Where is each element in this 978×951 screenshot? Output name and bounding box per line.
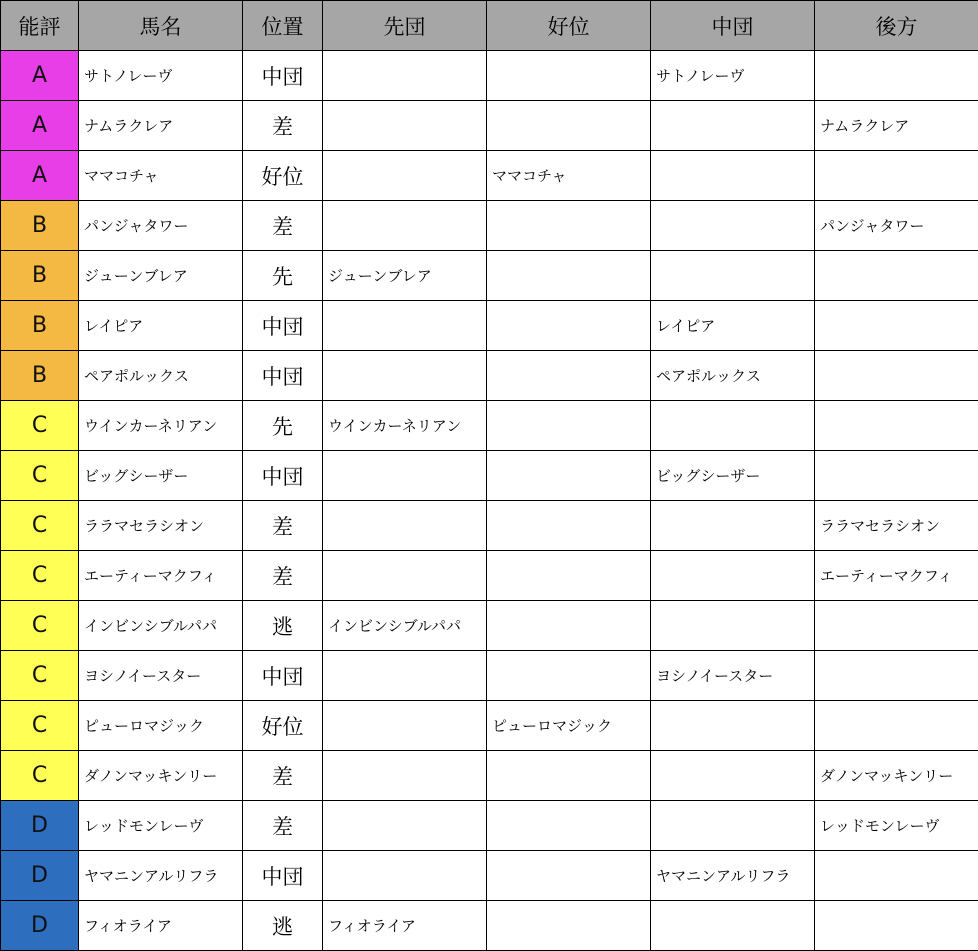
good-position-cell (487, 601, 651, 651)
rank-cell: C (1, 601, 79, 651)
front-group-cell (323, 501, 487, 551)
table-row (1, 551, 978, 601)
front-group-cell (323, 751, 487, 801)
table-row (1, 301, 978, 351)
position-cell: 差 (243, 201, 323, 251)
rank-cell: C (1, 701, 79, 751)
horse-name-cell: ララマセラシオン (79, 501, 243, 551)
header-horse-name: 馬名 (79, 1, 243, 51)
rank-cell: C (1, 401, 79, 451)
rear-cell (815, 301, 978, 351)
rear-cell (815, 701, 978, 751)
good-position-cell (487, 801, 651, 851)
horse-name-cell: ウインカーネリアン (79, 401, 243, 451)
rear-cell (815, 351, 978, 401)
position-cell: 中団 (243, 651, 323, 701)
front-group-cell (323, 451, 487, 501)
good-position-cell: ママコチャ (487, 151, 651, 201)
header-good-position: 好位 (487, 1, 651, 51)
position-cell: 差 (243, 801, 323, 851)
rear-cell (815, 651, 978, 701)
position-cell: 中団 (243, 301, 323, 351)
table-row (1, 851, 978, 901)
rear-cell (815, 51, 978, 101)
front-group-cell (323, 551, 487, 601)
good-position-cell (487, 501, 651, 551)
mid-group-cell: レイピア (651, 301, 815, 351)
position-cell: 中団 (243, 451, 323, 501)
horse-name-cell: ピューロマジック (79, 701, 243, 751)
rank-cell: A (1, 51, 79, 101)
table-row (1, 51, 978, 101)
front-group-cell (323, 351, 487, 401)
position-cell: 中団 (243, 351, 323, 401)
mid-group-cell: ペアポルックス (651, 351, 815, 401)
rank-cell: D (1, 901, 79, 951)
position-cell: 中団 (243, 51, 323, 101)
mid-group-cell (651, 601, 815, 651)
header-row (1, 1, 978, 51)
good-position-cell (487, 251, 651, 301)
header-position: 位置 (243, 1, 323, 51)
position-cell: 差 (243, 101, 323, 151)
rank-cell: B (1, 351, 79, 401)
horse-name-cell: ジューンブレア (79, 251, 243, 301)
table-row (1, 801, 978, 851)
horse-name-cell: ヤマニンアルリフラ (79, 851, 243, 901)
position-cell: 差 (243, 751, 323, 801)
rear-cell: レッドモンレーヴ (815, 801, 978, 851)
position-cell: 先 (243, 401, 323, 451)
good-position-cell (487, 101, 651, 151)
header-rear: 後方 (815, 1, 978, 51)
table-row (1, 651, 978, 701)
rank-cell: A (1, 151, 79, 201)
table-row (1, 101, 978, 151)
position-cell: 好位 (243, 151, 323, 201)
horse-name-cell: ビッグシーザー (79, 451, 243, 501)
good-position-cell: ピューロマジック (487, 701, 651, 751)
good-position-cell (487, 451, 651, 501)
horse-name-cell: ダノンマッキンリー (79, 751, 243, 801)
table-row (1, 701, 978, 751)
good-position-cell (487, 551, 651, 601)
good-position-cell (487, 751, 651, 801)
horse-name-cell: ペアポルックス (79, 351, 243, 401)
mid-group-cell (651, 401, 815, 451)
rear-cell: ララマセラシオン (815, 501, 978, 551)
front-group-cell: ウインカーネリアン (323, 401, 487, 451)
rear-cell (815, 601, 978, 651)
header-front-group: 先団 (323, 1, 487, 51)
table-row (1, 901, 978, 951)
good-position-cell (487, 301, 651, 351)
rank-cell: D (1, 851, 79, 901)
table-row (1, 451, 978, 501)
position-cell: 逃 (243, 901, 323, 951)
rank-cell: C (1, 501, 79, 551)
position-cell: 先 (243, 251, 323, 301)
position-cell: 好位 (243, 701, 323, 751)
front-group-cell: フィオライア (323, 901, 487, 951)
mid-group-cell (651, 251, 815, 301)
front-group-cell (323, 701, 487, 751)
mid-group-cell (651, 201, 815, 251)
rear-cell (815, 151, 978, 201)
table-row (1, 201, 978, 251)
mid-group-cell: ヨシノイースター (651, 651, 815, 701)
header-rank: 能評 (1, 1, 79, 51)
rear-cell: ナムラクレア (815, 101, 978, 151)
good-position-cell (487, 651, 651, 701)
front-group-cell (323, 51, 487, 101)
horse-name-cell: エーティーマクフィ (79, 551, 243, 601)
horse-name-cell: レッドモンレーヴ (79, 801, 243, 851)
front-group-cell (323, 101, 487, 151)
rank-cell: B (1, 301, 79, 351)
rear-cell: ダノンマッキンリー (815, 751, 978, 801)
mid-group-cell (651, 151, 815, 201)
table-row (1, 151, 978, 201)
position-cell: 中団 (243, 851, 323, 901)
horse-name-cell: ヨシノイースター (79, 651, 243, 701)
mid-group-cell: ヤマニンアルリフラ (651, 851, 815, 901)
horse-name-cell: サトノレーヴ (79, 51, 243, 101)
rank-cell: B (1, 251, 79, 301)
good-position-cell (487, 401, 651, 451)
good-position-cell (487, 851, 651, 901)
table-row (1, 251, 978, 301)
rear-cell (815, 851, 978, 901)
front-group-cell: インビンシブルパパ (323, 601, 487, 651)
mid-group-cell (651, 551, 815, 601)
table-row (1, 401, 978, 451)
rank-cell: C (1, 751, 79, 801)
rear-cell: エーティーマクフィ (815, 551, 978, 601)
mid-group-cell (651, 751, 815, 801)
front-group-cell (323, 151, 487, 201)
mid-group-cell (651, 801, 815, 851)
rear-cell (815, 401, 978, 451)
rank-cell: C (1, 551, 79, 601)
rear-cell (815, 901, 978, 951)
table-row (1, 601, 978, 651)
mid-group-cell: サトノレーヴ (651, 51, 815, 101)
horse-name-cell: インビンシブルパパ (79, 601, 243, 651)
rank-cell: D (1, 801, 79, 851)
mid-group-cell (651, 501, 815, 551)
mid-group-cell (651, 901, 815, 951)
horse-name-cell: フィオライア (79, 901, 243, 951)
table-body (1, 51, 978, 951)
mid-group-cell (651, 701, 815, 751)
table-row (1, 351, 978, 401)
table-row (1, 751, 978, 801)
good-position-cell (487, 901, 651, 951)
table-row (1, 501, 978, 551)
front-group-cell (323, 801, 487, 851)
rear-cell (815, 451, 978, 501)
position-cell: 差 (243, 501, 323, 551)
front-group-cell (323, 301, 487, 351)
good-position-cell (487, 201, 651, 251)
front-group-cell (323, 651, 487, 701)
mid-group-cell (651, 101, 815, 151)
good-position-cell (487, 351, 651, 401)
rank-cell: A (1, 101, 79, 151)
good-position-cell (487, 51, 651, 101)
rank-cell: C (1, 451, 79, 501)
horse-name-cell: ママコチャ (79, 151, 243, 201)
header-mid-group: 中団 (651, 1, 815, 51)
position-cell: 差 (243, 551, 323, 601)
horse-name-cell: ナムラクレア (79, 101, 243, 151)
horse-name-cell: レイピア (79, 301, 243, 351)
front-group-cell: ジューンブレア (323, 251, 487, 301)
horse-name-cell: パンジャタワー (79, 201, 243, 251)
rank-cell: B (1, 201, 79, 251)
rank-cell: C (1, 651, 79, 701)
position-cell: 逃 (243, 601, 323, 651)
mid-group-cell: ビッグシーザー (651, 451, 815, 501)
rear-cell: パンジャタワー (815, 201, 978, 251)
rear-cell (815, 251, 978, 301)
front-group-cell (323, 201, 487, 251)
front-group-cell (323, 851, 487, 901)
